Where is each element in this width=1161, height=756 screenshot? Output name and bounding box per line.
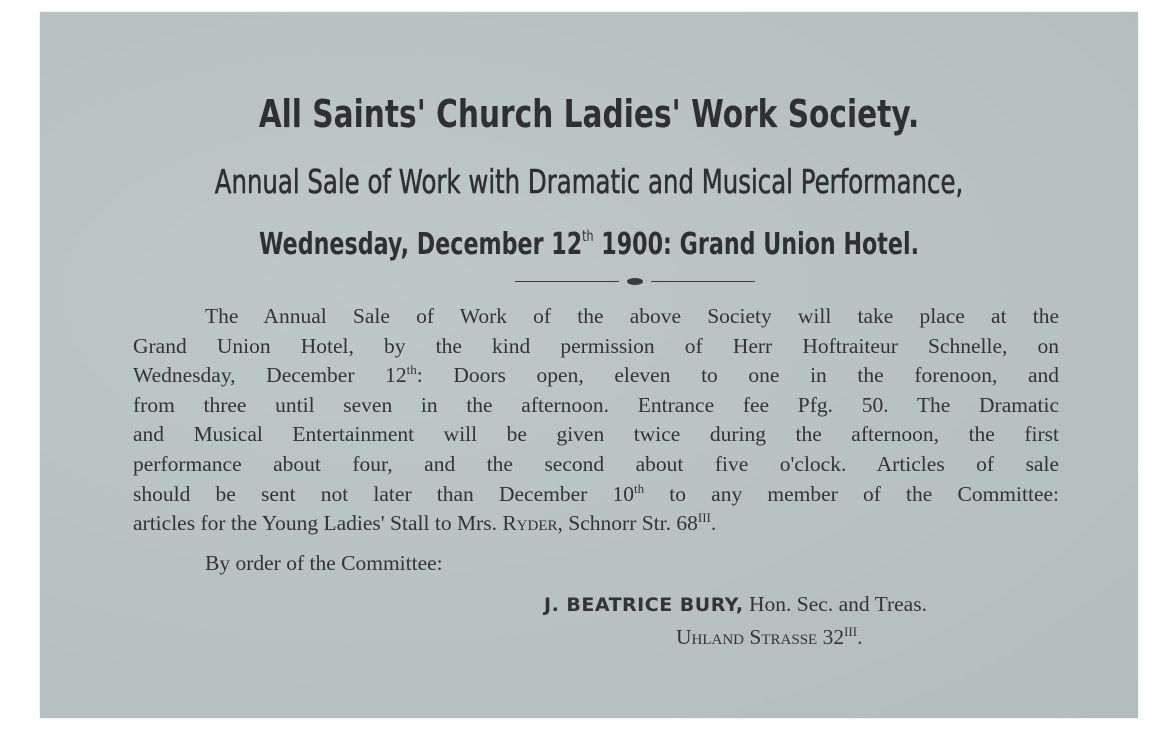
divider-line-left (515, 281, 619, 282)
body-line-7-end: to any member of the Committee: (644, 481, 1060, 506)
divider-ornament (515, 278, 755, 286)
divider-center-mark (627, 278, 643, 285)
event-date-text: Wednesday, December 12 (258, 227, 583, 262)
body-line-6: performance about four, and the second about five o'clock. Articles of sale (133, 451, 1059, 476)
address-end: . (857, 625, 863, 649)
by-order-line: By order of the Committee: (205, 551, 443, 575)
body-line-8-end: . (710, 511, 717, 536)
signatory-role: Hon. Sec. and Treas. (743, 592, 927, 616)
address-floor: III (844, 624, 858, 639)
signatory-address (676, 624, 862, 650)
signatory-name: J. BEATRICE BURY, (544, 594, 744, 616)
event-date-suffix: th (582, 227, 594, 245)
event-date-venue (183, 227, 996, 262)
body-line-2: Grand Union Hotel, by the kind permission of Herr Hoftraiteur Schnelle, on (133, 333, 1059, 358)
body-line-3-end: : Doors open, eleven to one in the forenoon, and (416, 363, 1059, 388)
address-street: Uhland Strasse 32 (676, 625, 845, 649)
body-line-4: from three until seven in the afternoon. Entrance fee Pfg. 50. The Dramatic (133, 392, 1059, 417)
event-subtitle: Annual Sale of Work with Dramatic and Musical Performance, (214, 162, 964, 201)
society-title: All Saints' Church Ladies' Work Society. (258, 92, 920, 136)
event-venue-text: 1900: Grand Union Hotel. (593, 227, 920, 262)
body-line-5: and Musical Entertainment will be given twice during the afternoon, the first (133, 422, 1059, 447)
body-line-3-suffix: th (406, 362, 417, 378)
signature-line (544, 592, 927, 617)
postcard (40, 12, 1138, 718)
body-line-8-address: , Schnorr Str. 68 (557, 511, 698, 536)
divider-line-right (651, 281, 755, 282)
body-line-3-start: Wednesday, December 12 (133, 363, 407, 388)
body-line-8-start: articles for the Young Ladies' Stall to Mrs. (133, 511, 503, 536)
body-line-3 (133, 361, 1059, 391)
body-line-1: The Annual Sale of Work of the above Society will take place at the (205, 304, 1059, 328)
body-line-7-start: should be sent not later than December 10 (133, 481, 634, 506)
body-line-7 (133, 480, 1059, 510)
stall-contact-name: Ryder (502, 511, 558, 536)
body-line-8-floor: III (697, 510, 711, 526)
body-line-7-suffix: th (633, 480, 645, 496)
announcement-body (133, 302, 1059, 539)
body-line-8 (133, 509, 1059, 539)
